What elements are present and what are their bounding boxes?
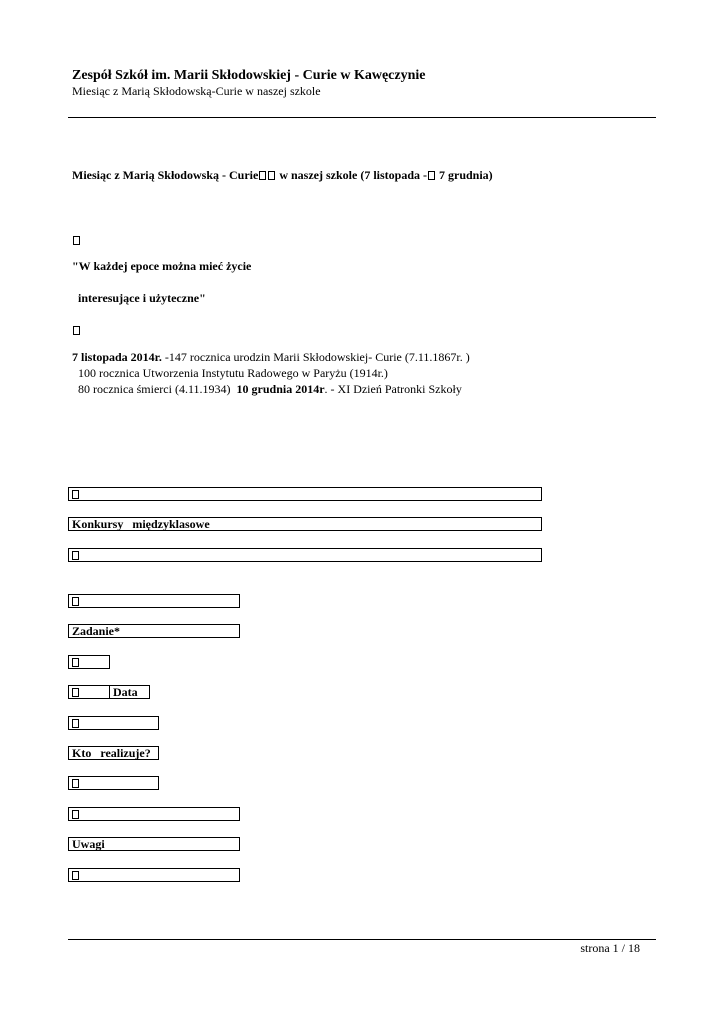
missing-glyph-icon [73,326,80,335]
page-number: strona 1 / 18 [580,941,640,955]
anniversary-birth: -147 rocznica urodzin Marii Skłodowskiej- Curie (7.11.1867r. ) [161,350,470,364]
table-cell-empty [68,868,240,882]
school-name: Zespół Szkół im. Marii Skłodowskiej - Curie w Kawęczynie [72,68,426,83]
missing-glyph-icon [72,810,79,819]
missing-glyph-icon [72,551,79,560]
table-cell-empty [68,594,240,608]
missing-glyph-icon [72,871,79,880]
missing-glyph-icon [259,171,266,180]
missing-glyph-icon [268,171,275,180]
table-row-empty [68,548,542,562]
article-title-start: Miesiąc z Marią Skłodowską - Curie [72,168,259,182]
missing-glyph-icon [72,597,79,606]
document-subtitle: Miesiąc z Marią Skłodowską-Curie w naszej szkole [72,84,321,98]
spacer-glyph [72,321,81,339]
table-heading: Konkursy międzyklasowe [68,517,542,531]
footer-rule [68,939,656,940]
table-cell-empty [68,807,240,821]
column-who: Kto realizuje? [68,746,159,760]
article-title [72,168,493,183]
missing-glyph-icon [73,236,80,245]
column-date-cell [68,685,150,699]
patron-day: . - XI Dzień Patronki Szkoły [324,382,462,396]
date-nov-7: 7 listopada 2014r. [72,350,162,364]
missing-glyph-icon [72,688,79,697]
header-rule [68,117,656,118]
anniversary-line-2: 100 rocznica Utworzenia Instytutu Radowego w Paryżu (1914r.) [72,366,388,380]
table-cell-empty [68,716,159,730]
anniversary-death: 80 rocznica śmierci (4.11.1934) [72,382,237,396]
article-title-end: 7 grudnia) [436,168,493,182]
spacer-glyph [72,231,81,249]
anniversary-line-3 [72,382,462,397]
table-cell-empty [68,655,110,669]
quote-line-1: "W każdej epoce można mieć życie [72,259,252,273]
column-task: Zadanie* [68,624,240,638]
missing-glyph-icon [72,490,79,499]
table-cell-empty [68,776,159,790]
missing-glyph-icon [72,658,79,667]
table-row-empty [68,487,542,501]
date-dec-10: 10 grudnia 2014r [236,382,325,396]
anniversary-line-1 [72,350,470,365]
column-notes: Uwagi [68,837,240,851]
cell-divider [109,685,110,699]
missing-glyph-icon [428,171,435,180]
quote-line-2: interesujące i użyteczne" [72,291,206,305]
column-date: Data [113,685,138,699]
article-title-mid: w naszej szkole (7 listopada - [276,168,427,182]
missing-glyph-icon [72,719,79,728]
missing-glyph-icon [72,779,79,788]
